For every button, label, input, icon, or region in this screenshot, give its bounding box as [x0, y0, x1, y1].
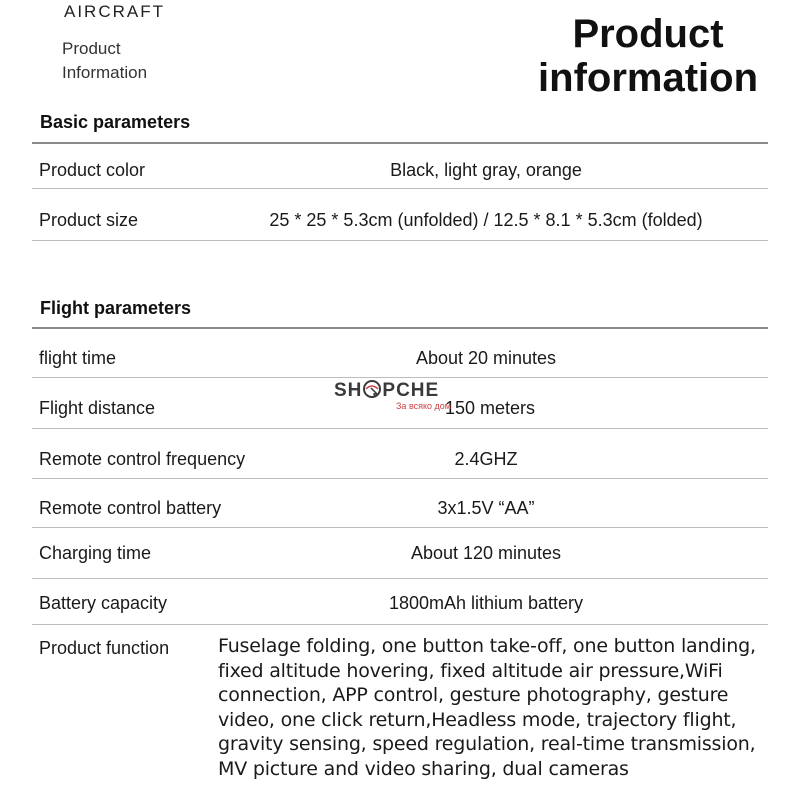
- row-value-product-size: 25 * 25 * 5.3cm (unfolded) / 12.5 * 8.1 * 5.3cm (folded): [269, 210, 703, 230]
- divider: [32, 578, 768, 579]
- divider: [32, 624, 768, 625]
- brand-subtitle-line1: Product: [62, 39, 121, 58]
- row-label-flight-distance: Flight distance: [39, 398, 156, 418]
- row-value-flight-distance: 150 meters: [444, 398, 536, 418]
- row-value-battery-capacity: 1800mAh lithium battery: [388, 593, 584, 613]
- row-label-product-color: Product color: [39, 160, 146, 180]
- globe-cursor-icon: [362, 379, 382, 405]
- divider: [32, 428, 768, 429]
- divider: [32, 327, 768, 329]
- divider: [32, 527, 768, 528]
- divider: [32, 240, 768, 241]
- watermark-tagline: За всяко дом: [396, 401, 451, 411]
- row-value-product-color: Black, light gray, orange: [390, 160, 582, 180]
- row-value-remote-frequency: 2.4GHZ: [454, 449, 518, 469]
- brand-logo: AIRCRAFT: [64, 2, 165, 21]
- row-label-product-function: Product function: [39, 638, 170, 658]
- page-title-line1: Product: [572, 12, 724, 56]
- row-label-remote-frequency: Remote control frequency: [39, 449, 246, 469]
- page-title-line2: information: [538, 56, 758, 100]
- brand-subtitle-line2: Information: [62, 63, 148, 82]
- row-value-product-function: Fuselage folding, one button take-off, one button landing, fixed altitude hovering, fixed altitude air pressure,WiFi connection, APP control, gesture photography, gesture video, one click return,Headless mode, trajectory flight, gravity sensing, speed regulation, real-time transmission, MV picture and video sharing, dual cameras: [218, 635, 756, 780]
- divider: [32, 188, 768, 189]
- row-label-charging-time: Charging time: [39, 543, 152, 563]
- row-label-flight-time: flight time: [39, 348, 117, 368]
- row-label-product-size: Product size: [39, 210, 139, 230]
- watermark-suffix: PCHE: [382, 380, 440, 401]
- page-title: [538, 12, 758, 100]
- basic-parameters-heading: Basic parameters: [40, 112, 191, 132]
- divider: [32, 142, 768, 144]
- brand-subtitle: [62, 37, 147, 85]
- flight-parameters-heading: Flight parameters: [40, 298, 192, 318]
- row-label-battery-capacity: Battery capacity: [39, 593, 168, 613]
- row-value-charging-time: About 120 minutes: [410, 543, 562, 563]
- row-value-remote-battery: 3x1.5V “AA”: [437, 498, 535, 518]
- divider: [32, 377, 768, 378]
- row-value-flight-time: About 20 minutes: [415, 348, 557, 368]
- row-label-remote-battery: Remote control battery: [39, 498, 222, 518]
- divider: [32, 478, 768, 479]
- watermark-prefix: SH: [334, 380, 363, 401]
